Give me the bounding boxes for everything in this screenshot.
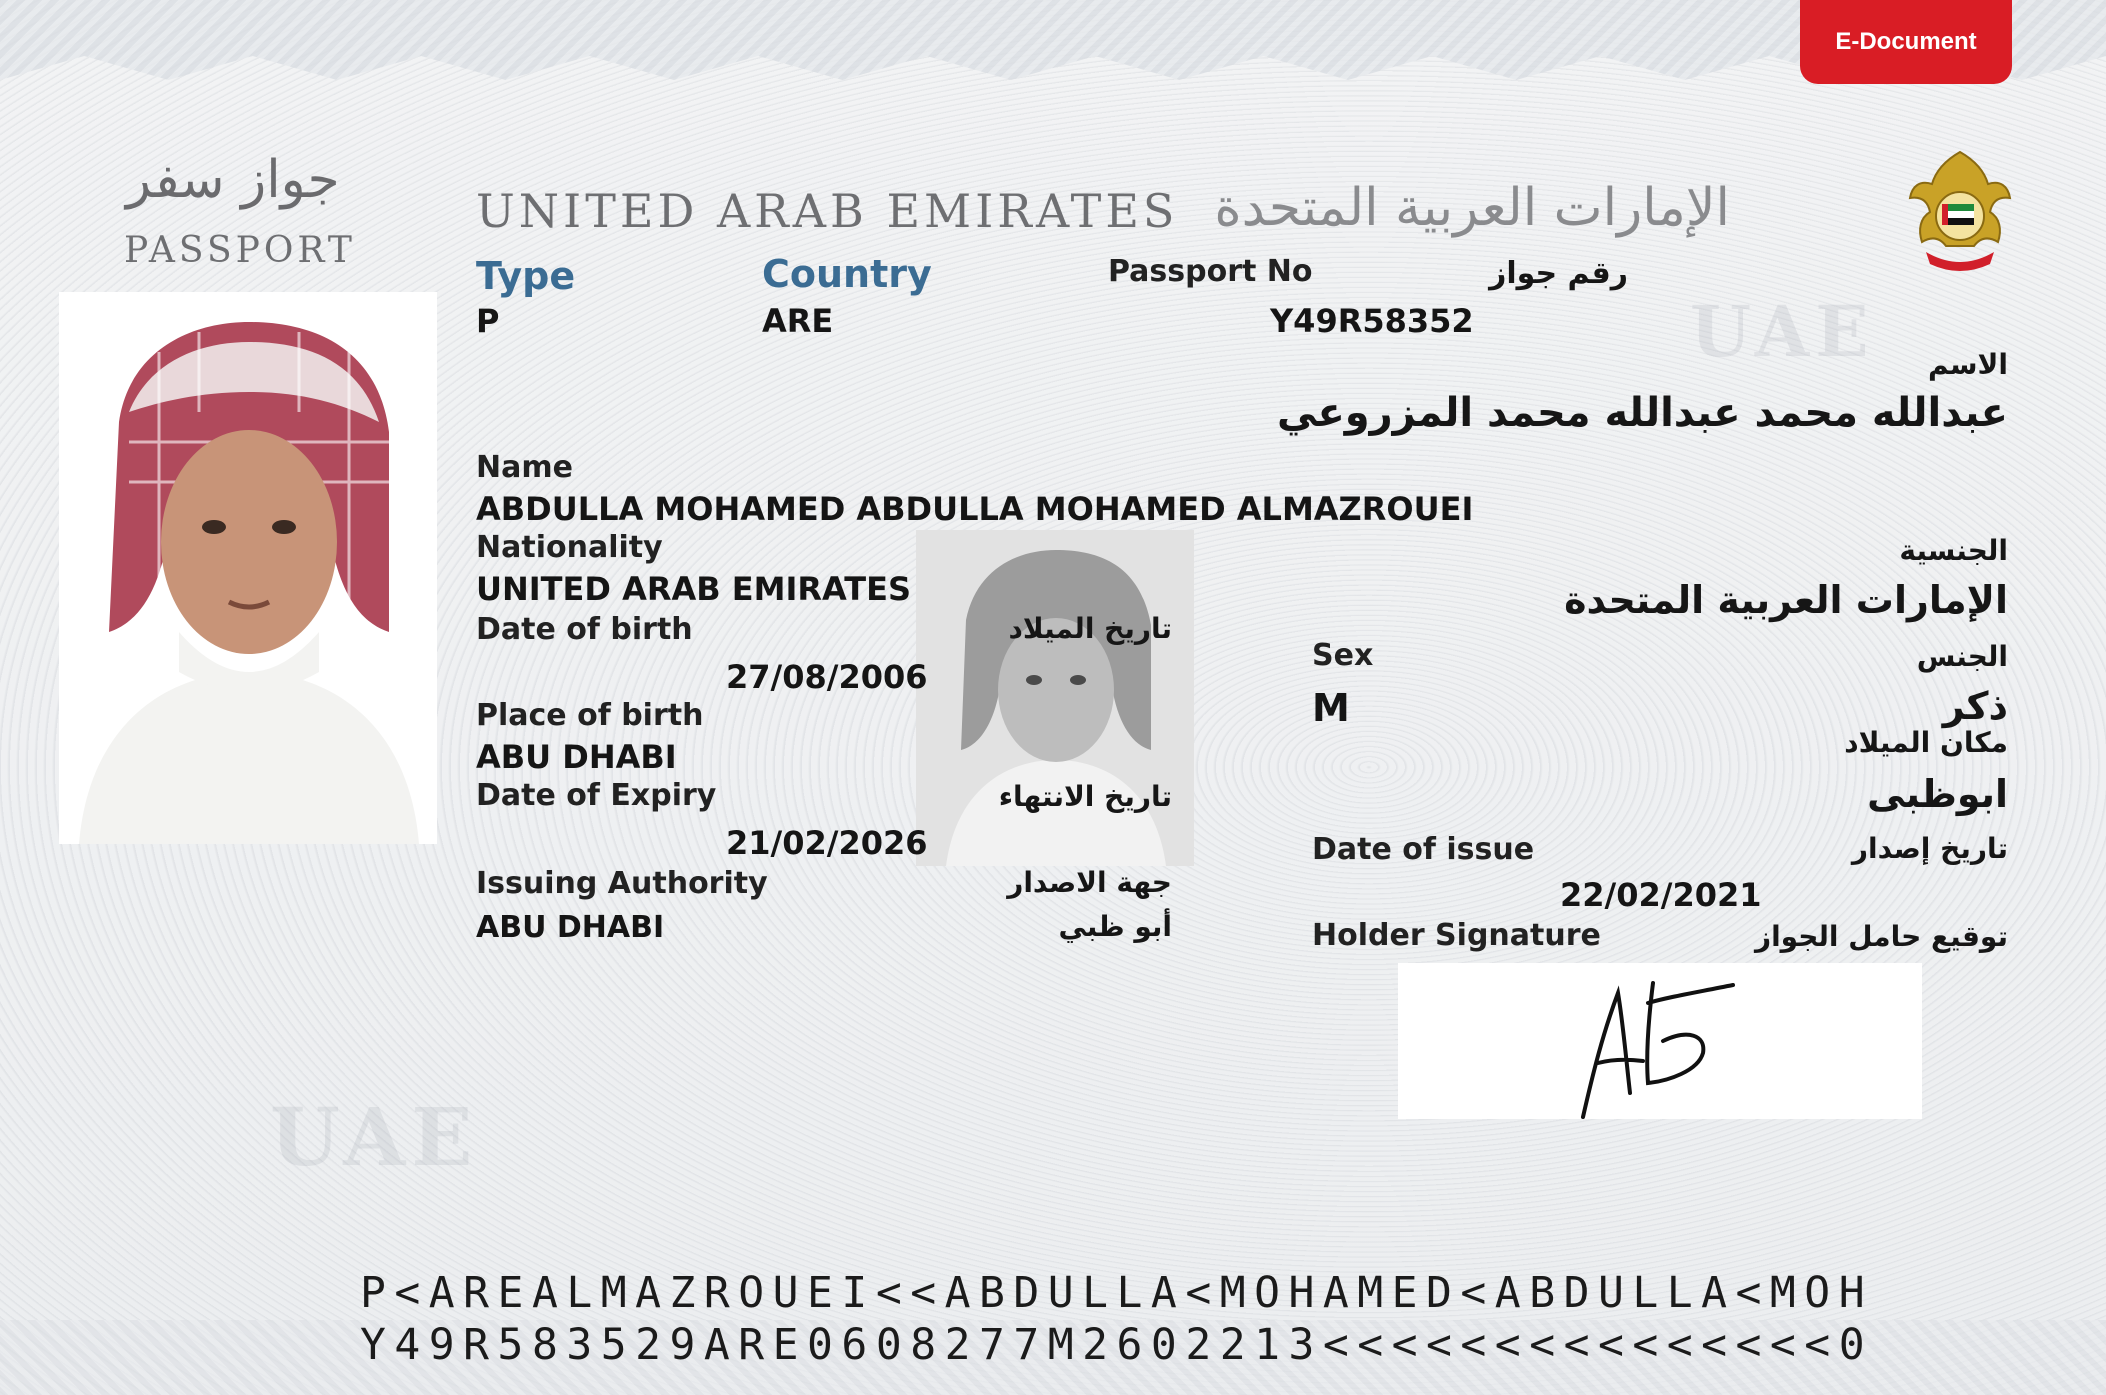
pob-value-arabic: ابوظبى [1867, 772, 2008, 816]
passport-no-label: Passport No [1108, 254, 1313, 289]
passport-no-label-arabic: رقم جواز [1489, 256, 1628, 291]
signature-box [1398, 963, 1922, 1119]
watermark-uae-top: UAE [1690, 290, 1875, 373]
signature-label-arabic: توقيع حامل الجواز [1754, 920, 2008, 953]
watermark-uae-bottom: UAE [270, 1090, 479, 1184]
expiry-label: Date of Expiry [476, 778, 717, 813]
holder-photo [59, 292, 437, 844]
nationality-value-arabic: الإمارات العربية المتحدة [1564, 578, 2008, 622]
country-label: Country [762, 252, 932, 296]
mrz-line-2: Y49R583529ARE0608277M2602213<<<<<<<<<<<<<<<0 [360, 1320, 1874, 1370]
passport-title: PASSPORT [124, 230, 356, 271]
sex-value: M [1312, 686, 1350, 730]
signature-label: Holder Signature [1312, 918, 1601, 953]
issue-value: 22/02/2021 [1560, 876, 1762, 914]
sex-label: Sex [1312, 638, 1374, 673]
dob-label: Date of birth [476, 612, 693, 647]
sex-value-arabic: ذكر [1942, 684, 2008, 728]
nationality-label-arabic: الجنسية [1899, 534, 2008, 567]
authority-value-arabic: أبو ظبي [1058, 910, 1172, 943]
passport-no-value: Y49R58352 [1270, 302, 1474, 340]
authority-label: Issuing Authority [476, 866, 768, 901]
nationality-value: UNITED ARAB EMIRATES [476, 570, 912, 608]
uae-emblem-icon [1906, 146, 2014, 276]
authority-label-arabic: جهة الاصدار [1007, 866, 1172, 899]
name-label: Name [476, 450, 573, 485]
country-title: UNITED ARAB EMIRATES [476, 184, 1179, 238]
name-value-arabic: عبدالله محمد عبدالله محمد المزروعي [1277, 390, 2008, 436]
pob-value: ABU DHABI [476, 738, 677, 776]
name-label-arabic: الاسم [1928, 348, 2008, 381]
issue-label-arabic: تاريخ إصدار [1851, 832, 2008, 865]
type-label: Type [476, 254, 576, 298]
issue-label: Date of issue [1312, 832, 1535, 867]
nationality-label: Nationality [476, 530, 663, 565]
ghost-photo [916, 530, 1194, 866]
dob-value: 27/08/2006 [726, 658, 928, 696]
expiry-label-arabic: تاريخ الانتهاء [998, 780, 1172, 813]
mrz-line-1: P<AREALMAZROUEI<<ABDULLA<MOHAMED<ABDULLA<MOH [360, 1268, 1874, 1318]
country-title-arabic: الإمارات العربية المتحدة [1214, 178, 1730, 238]
country-value: ARE [762, 302, 834, 340]
sex-label-arabic: الجنس [1916, 640, 2008, 673]
pob-label: Place of birth [476, 698, 704, 733]
signature-image [1398, 963, 1922, 1119]
dob-label-arabic: تاريخ الميلاد [1008, 612, 1172, 645]
pob-label-arabic: مكان الميلاد [1844, 726, 2008, 759]
authority-value: ABU DHABI [476, 910, 665, 945]
name-value: ABDULLA MOHAMED ABDULLA MOHAMED ALMAZROUEI [476, 490, 1474, 528]
e-document-badge: E-Document [1800, 0, 2012, 84]
type-value: P [476, 302, 500, 340]
expiry-value: 21/02/2026 [726, 824, 928, 862]
passport-title-arabic: جواز سفر [126, 150, 340, 210]
top-security-band [0, 0, 2106, 80]
